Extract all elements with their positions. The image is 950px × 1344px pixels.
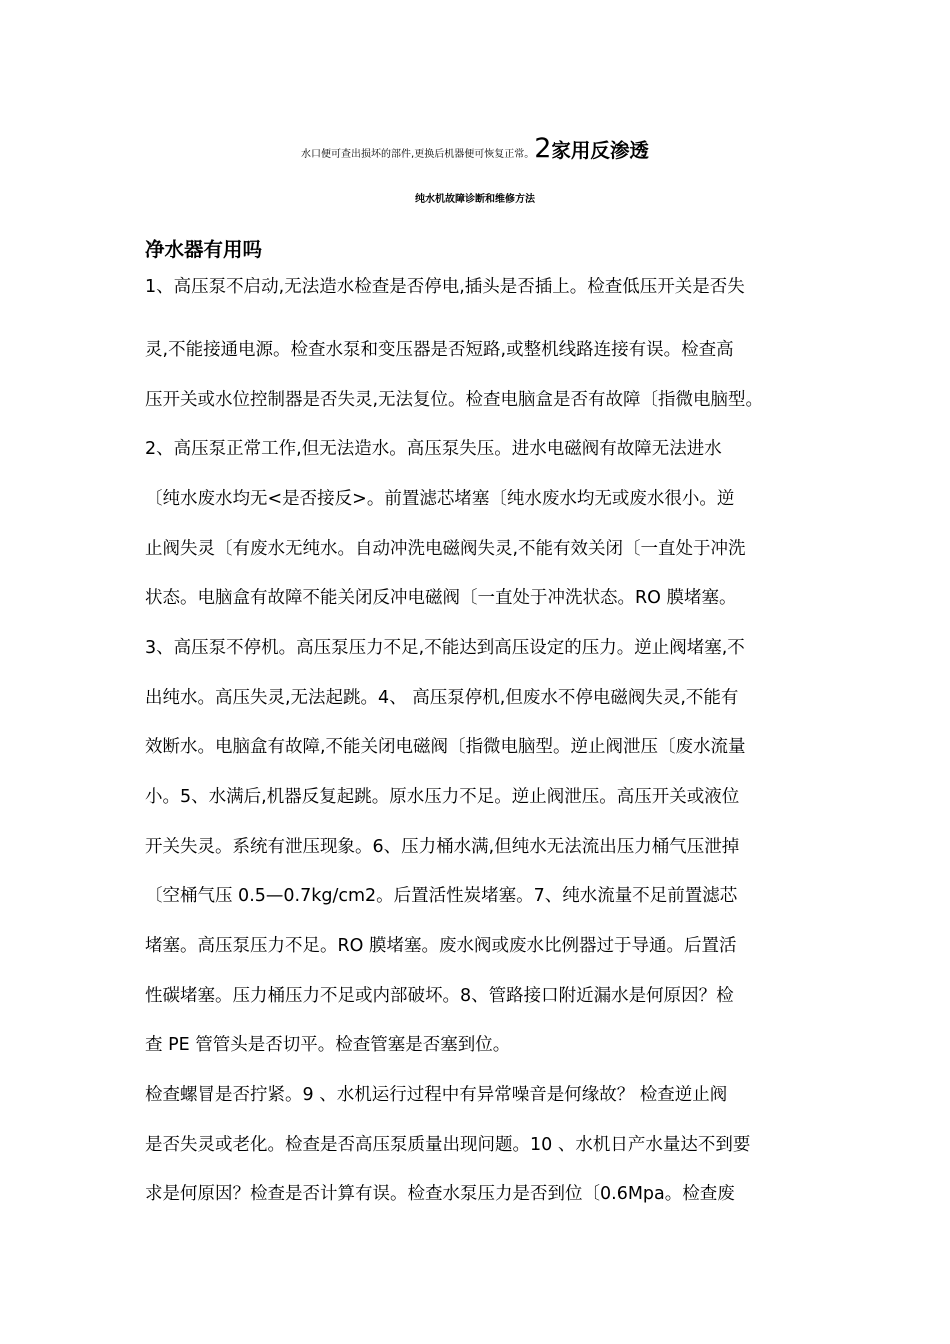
body-line: 性碳堵塞。压力桶压力不足或内部破坏。8、管路接口附近漏水是何原因？检: [145, 986, 734, 1006]
body-line: 是否失灵或老化。检查是否高压泵质量出现问题。10 、水机日产水量达不到要: [145, 1135, 751, 1155]
body-line: 小。5、水满后,机器反复起跳。原水压力不足。逆止阀泄压。高压开关或液位: [145, 787, 740, 807]
title-part-1: 家用反渗透: [551, 139, 649, 162]
intro-text: 水口便可查出损坏的部件,更换后机器便可恢复正常。: [301, 149, 535, 160]
body-line: 1、高压泵不启动,无法造水检查是否停电,插头是否插上。检查低压开关是否失: [145, 277, 745, 297]
body-line: 状态。电脑盒有故障不能关闭反冲电磁阀〔一直处于冲洗状态。RO 膜堵塞。: [145, 588, 737, 608]
body-line: 查 PE 管管头是否切平。检查管塞是否塞到位。: [145, 1035, 511, 1055]
document-title: 纯水机故障诊断和维修方法: [415, 194, 535, 205]
body-line: 堵塞。高压泵压力不足。RO 膜堵塞。废水阀或废水比例器过于导通。后置活: [145, 936, 737, 956]
body-line: 求是何原因？检查是否计算有误。检查水泵压力是否到位〔0.6Mpa。检查废: [145, 1184, 735, 1204]
body-line: 〔空桶气压 0.5—0.7kg/cm2。后置活性炭堵塞。7、纯水流量不足前置滤芯: [145, 886, 738, 906]
body-line: 检查螺冒是否拧紧。9 、水机运行过程中有异常噪音是何缘故？ 检查逆止阀: [145, 1085, 728, 1105]
body-line: 开关失灵。系统有泄压现象。6、压力桶水满,但纯水无法流出压力桶气压泄掉: [145, 837, 740, 857]
section-number: 2: [534, 133, 552, 164]
body-line: 止阀失灵〔有废水无纯水。自动冲洗电磁阀失灵,不能有效关闭〔一直处于冲洗: [145, 539, 746, 559]
body-line: 灵,不能接通电源。检查水泵和变压器是否短路,或整机线路连接有误。检查高: [145, 340, 734, 360]
intro-line: [0, 132, 950, 172]
body-line: 效断水。电脑盒有故障,不能关闭电磁阀〔指微电脑型。逆止阀泄压〔废水流量: [145, 737, 746, 757]
body-line: 2、高压泵正常工作,但无法造水。高压泵失压。进水电磁阀有故障无法进水: [145, 439, 722, 459]
body-line: 压开关或水位控制器是否失灵,无法复位。检查电脑盒是否有故障〔指微电脑型。: [145, 390, 764, 410]
body-line: 〔纯水废水均无<是否接反>。前置滤芯堵塞〔纯水废水均无或废水很小。逆: [145, 489, 735, 509]
body-line: 出纯水。高压失灵,无法起跳。4、 高压泵停机,但废水不停电磁阀失灵,不能有: [145, 688, 739, 708]
section-heading: 净水器有用吗: [145, 238, 263, 261]
body-line: 3、高压泵不停机。高压泵压力不足,不能达到高压设定的压力。逆止阀堵塞,不: [145, 638, 745, 658]
